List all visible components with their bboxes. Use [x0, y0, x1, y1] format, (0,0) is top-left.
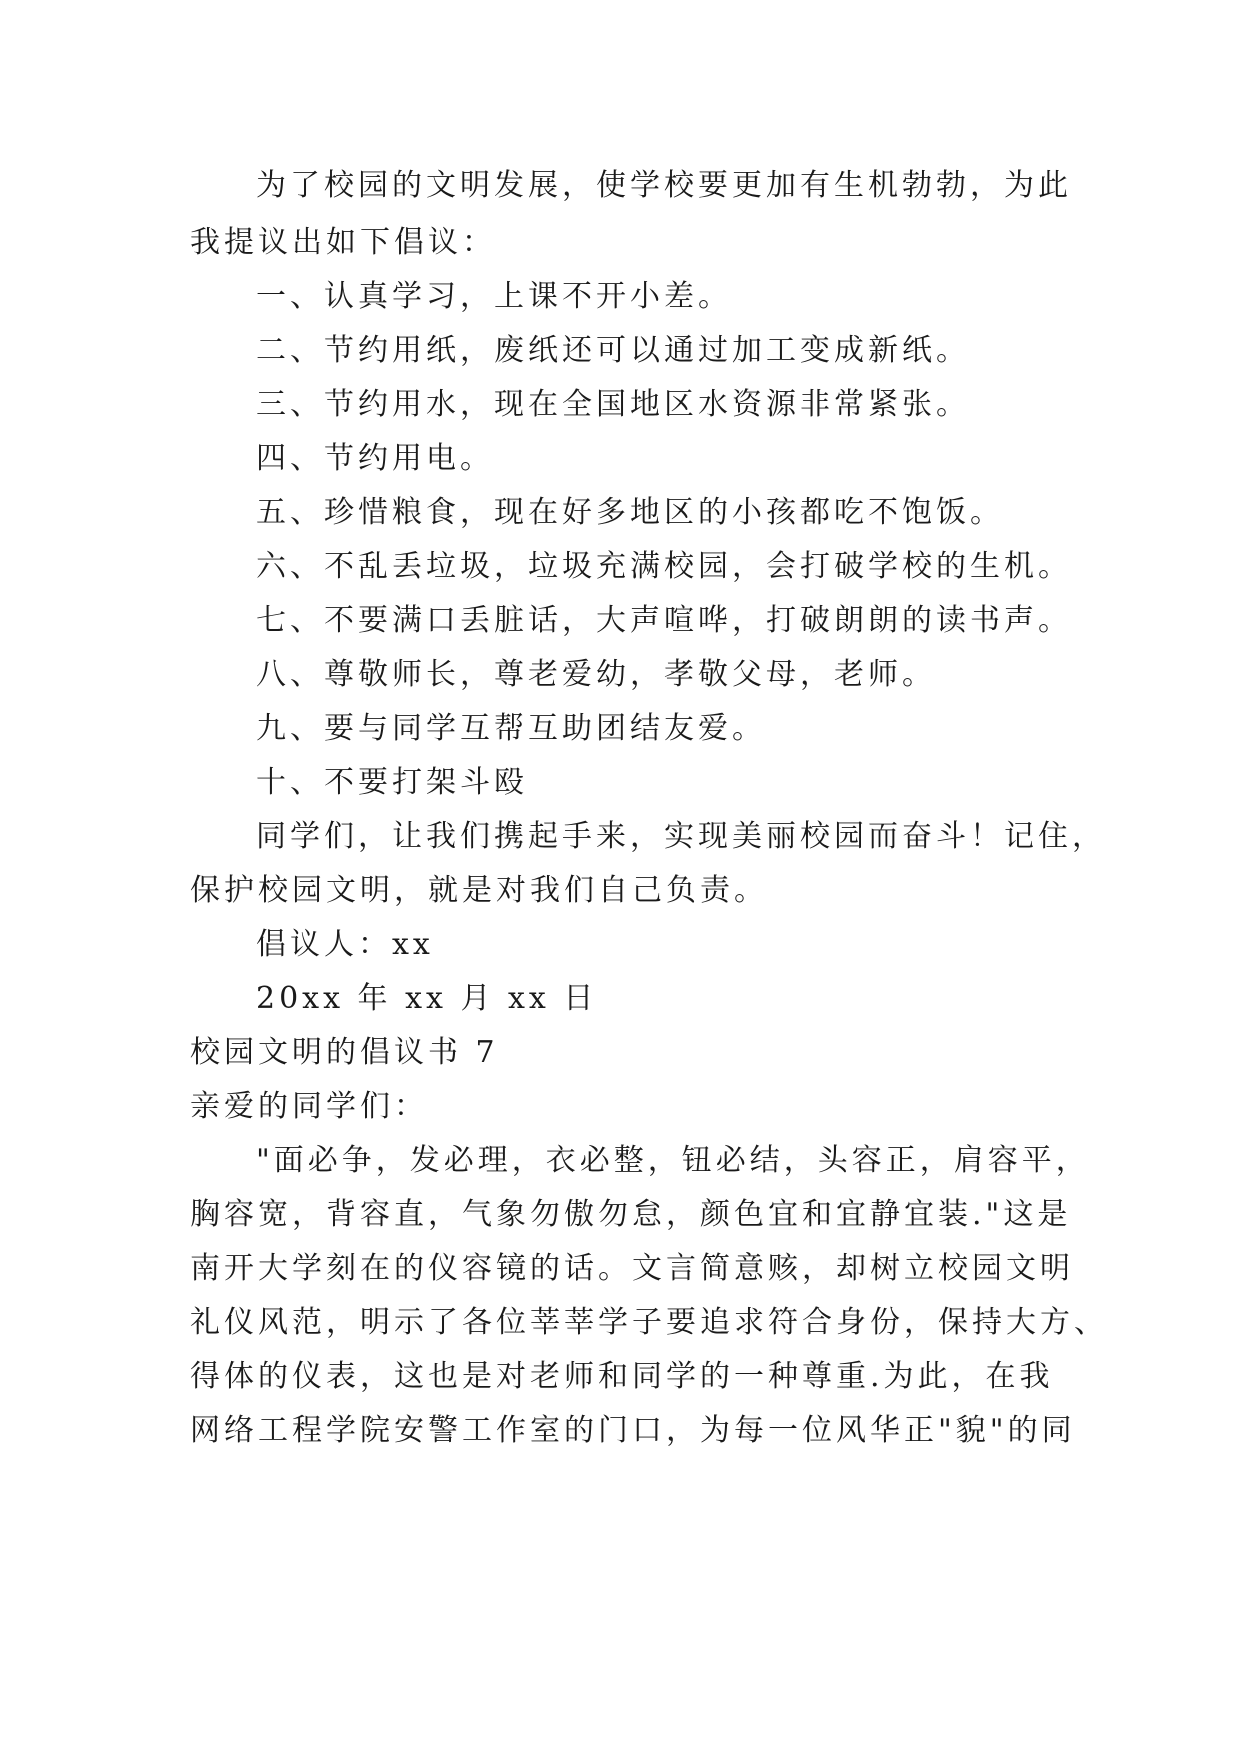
paragraph-line: 南开大学刻在的仪容镜的话。文言简意赅，却树立校园文明 — [190, 1251, 1074, 1286]
signature-line: 倡议人：xx — [256, 927, 434, 962]
list-item: 二、节约用纸，废纸还可以通过加工变成新纸。 — [256, 333, 970, 368]
paragraph-line: 为了校园的文明发展，使学校要更加有生机勃勃，为此 — [256, 168, 1072, 203]
paragraph-line: 同学们，让我们携起手来，实现美丽校园而奋斗！记住， — [256, 819, 1106, 854]
paragraph-line: 胸容宽，背容直，气象勿傲勿怠，颜色宜和宜静宜装."这是 — [190, 1197, 1072, 1232]
list-item: 七、不要满口丢脏话，大声喧哗，打破朗朗的读书声。 — [256, 603, 1072, 638]
section-title: 校园文明的倡议书 7 — [190, 1035, 499, 1070]
paragraph-line: 网络工程学院安警工作室的门口，为每一位风华正"貌"的同 — [190, 1413, 1076, 1448]
list-item: 十、不要打架斗殴 — [256, 765, 528, 800]
list-item: 一、认真学习，上课不开小差。 — [256, 279, 732, 314]
paragraph-line: 我提议出如下倡议： — [190, 225, 496, 260]
list-item: 五、珍惜粮食，现在好多地区的小孩都吃不饱饭。 — [256, 495, 1004, 530]
paragraph-line: 保护校园文明，就是对我们自己负责。 — [190, 873, 768, 908]
paragraph-line: 礼仪风范，明示了各位莘莘学子要追求符合身份，保持大方、 — [190, 1305, 1108, 1340]
date-line: 20xx 年 xx 月 xx 日 — [256, 981, 598, 1016]
paragraph-line: "面必争，发必理，衣必整，钮必结，头容正，肩容平， — [256, 1143, 1090, 1178]
list-item: 六、不乱丢垃圾，垃圾充满校园，会打破学校的生机。 — [256, 549, 1072, 584]
salutation: 亲爱的同学们： — [190, 1089, 428, 1124]
list-item: 九、要与同学互帮互助团结友爱。 — [256, 711, 766, 746]
list-item: 八、尊敬师长，尊老爱幼，孝敬父母，老师。 — [256, 657, 936, 692]
list-item: 三、节约用水，现在全国地区水资源非常紧张。 — [256, 387, 970, 422]
list-item: 四、节约用电。 — [256, 441, 494, 476]
paragraph-line: 得体的仪表，这也是对老师和同学的一种尊重.为此，在我 — [190, 1359, 1054, 1394]
